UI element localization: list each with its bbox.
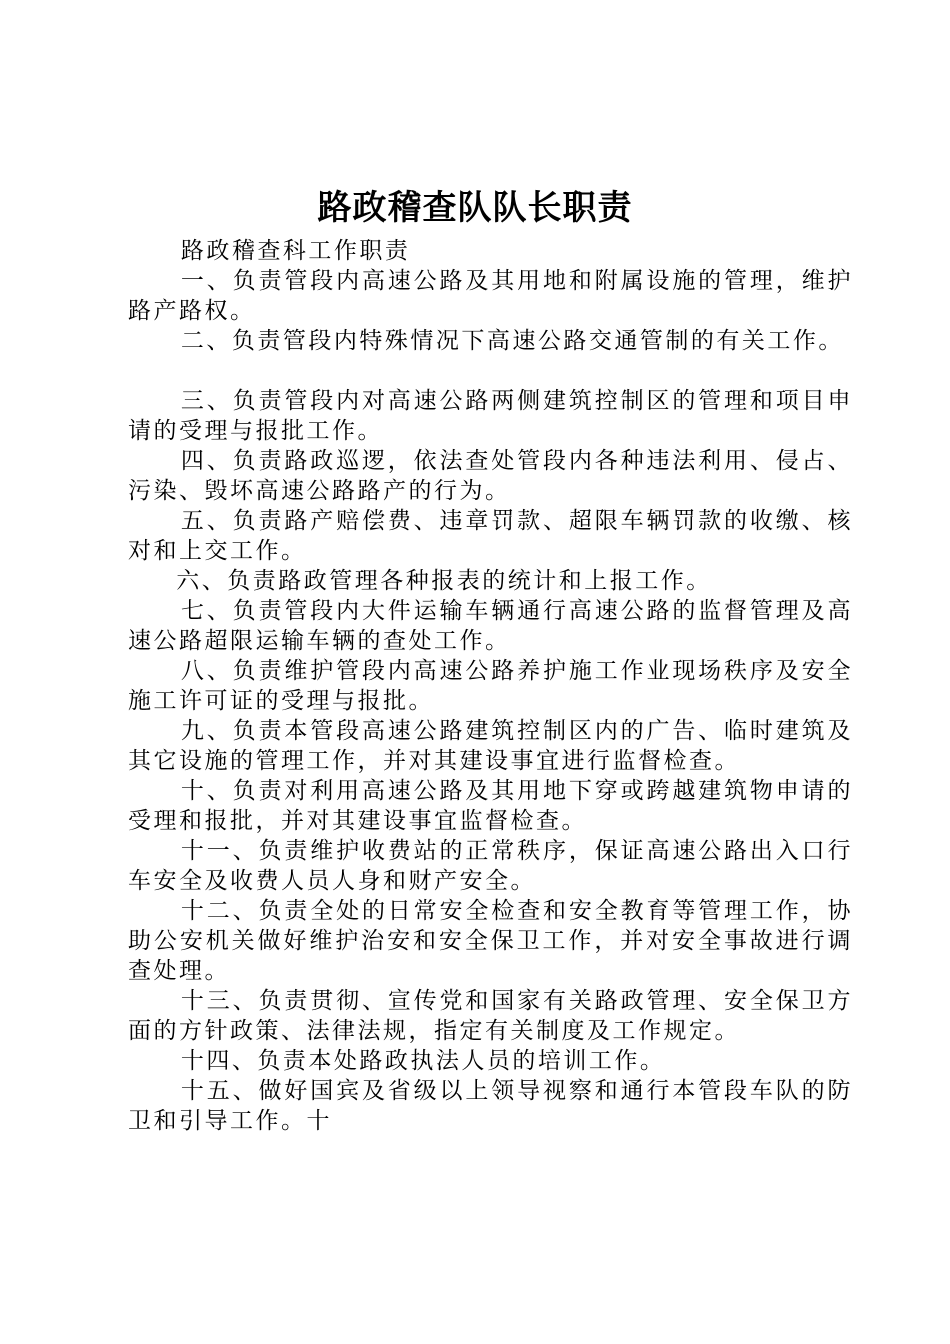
duty-item-7: 七、负责管段内大件运输车辆通行高速公路的监督管理及高速公路超限运输车辆的查处工作。 bbox=[128, 598, 853, 654]
duty-item-11: 十一、负责维护收费站的正常秩序，保证高速公路出入口行车安全及收费人员人身和财产安全。 bbox=[128, 838, 853, 894]
duty-item-8: 八、负责维护管段内高速公路养护施工作业现场秩序及安全施工许可证的受理与报批。 bbox=[128, 658, 853, 714]
duty-item-14: 十四、负责本处路政执法人员的培训工作。 bbox=[180, 1048, 666, 1074]
duty-item-13: 十三、负责贯彻、宣传党和国家有关路政管理、安全保卫方面的方针政策、法律法规，指定有关制度及工作规定。 bbox=[128, 988, 853, 1044]
duty-item-12: 十二、负责全处的日常安全检查和安全教育等管理工作，协助公安机关做好维护治安和安全保卫工作，并对安全事故进行调查处理。 bbox=[128, 898, 853, 984]
duty-item-15: 十五、做好国宾及省级以上领导视察和通行本管段车队的防卫和引导工作。十 bbox=[128, 1078, 853, 1134]
document-title: 路政稽查队队长职责 bbox=[317, 188, 633, 228]
duty-item-4: 四、负责路政巡逻，依法查处管段内各种违法利用、侵占、污染、毁坏高速公路路产的行为。 bbox=[128, 448, 853, 504]
section-heading: 路政稽查科工作职责 bbox=[180, 238, 411, 264]
duty-item-6: 六、负责路政管理各种报表的统计和上报工作。 bbox=[176, 568, 712, 594]
duty-item-9: 九、负责本管段高速公路建筑控制区内的广告、临时建筑及其它设施的管理工作，并对其建设事宜进行监督检查。 bbox=[128, 718, 853, 774]
duty-item-1: 一、负责管段内高速公路及其用地和附属设施的管理，维护路产路权。 bbox=[128, 268, 853, 324]
duty-item-2: 二、负责管段内特殊情况下高速公路交通管制的有关工作。 bbox=[180, 328, 844, 354]
document-body bbox=[128, 236, 853, 1136]
duty-item-5: 五、负责路产赔偿费、违章罚款、超限车辆罚款的收缴、核对和上交工作。 bbox=[128, 508, 853, 564]
duty-item-3: 三、负责管段内对高速公路两侧建筑控制区的管理和项目申请的受理与报批工作。 bbox=[128, 388, 853, 444]
duty-item-10: 十、负责对利用高速公路及其用地下穿或跨越建筑物申请的受理和报批，并对其建设事宜监督检查。 bbox=[128, 778, 853, 834]
